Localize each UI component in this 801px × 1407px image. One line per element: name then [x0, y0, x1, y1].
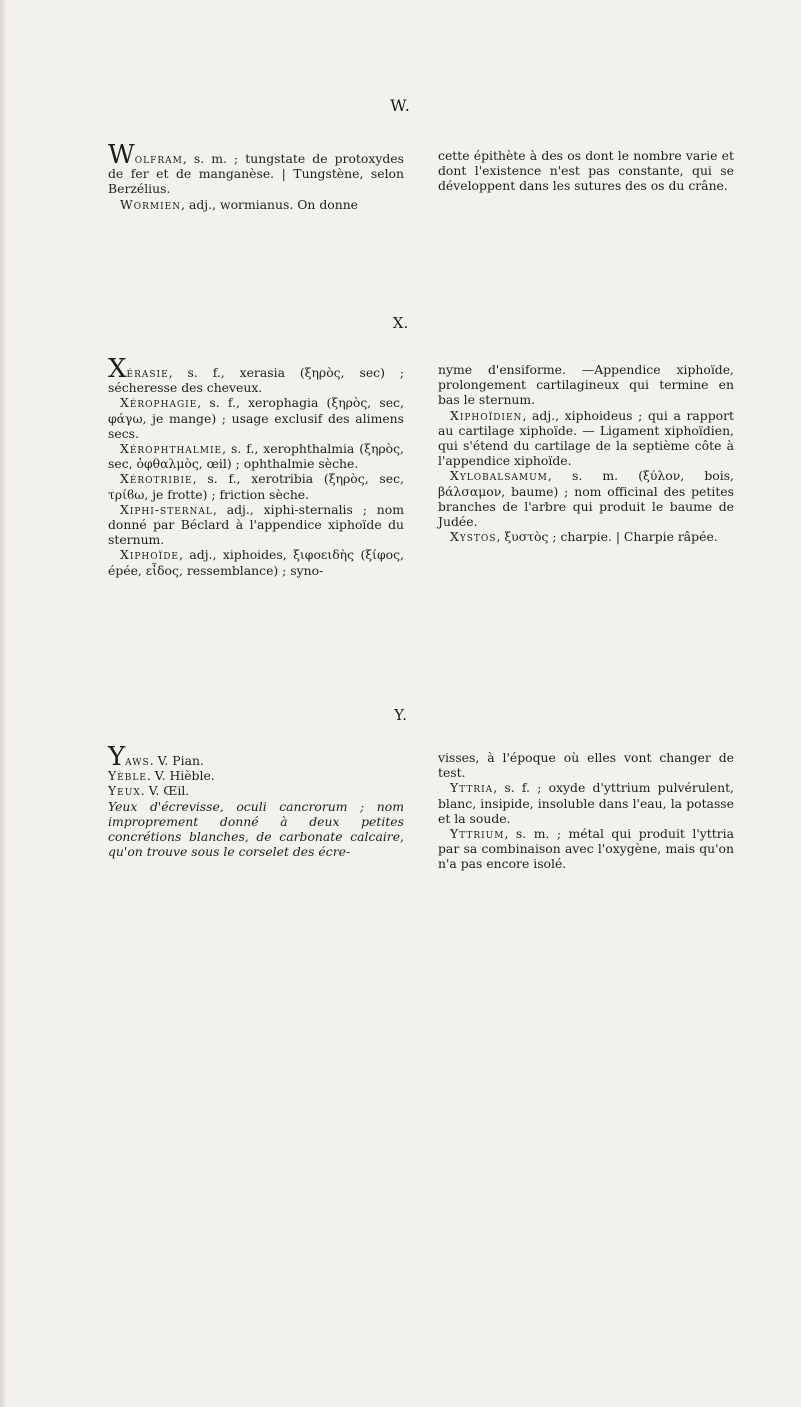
section-w — [108, 140, 734, 212]
entry-term: Yttrium — [450, 826, 505, 842]
entry-term: Xiphoïdien — [450, 407, 523, 423]
entry-text: , s. f., xerophthalmia (ξηρὸς, sec, ὀφθαλμὸς, œil) ; ophthalmie sèche. — [108, 441, 404, 472]
entry-text: , adj., xiphoides, ξιφοειδὴς (ξίφος, épée, εἶδος, ressemblance) ; syno- — [108, 547, 404, 578]
entry-text: , s. m. ; métal qui produit l'yttria par sa combinaison avec l'oxygène, mais qu'on n'a pas encore isolé. — [438, 826, 734, 872]
entry-xiphoidien — [438, 408, 734, 469]
entry-yeble — [108, 768, 404, 783]
entry-term: Xiphoïde — [120, 547, 179, 563]
entry-text: , adj., xiphi-sternalis ; nom donné par Béclard à l'appendice xiphoïde du sternum. — [108, 501, 404, 548]
entry-term: Wormien — [120, 196, 182, 212]
entry-term: Yttria — [450, 780, 494, 796]
section-w-right-column — [438, 148, 734, 212]
entry-wormien — [108, 197, 404, 212]
entry-xylobalsamum — [438, 468, 734, 529]
entry-xystos — [438, 529, 734, 544]
section-x-right-column — [438, 362, 734, 578]
drop-cap-y: Y — [108, 742, 126, 772]
entry-xerotribie — [108, 471, 404, 501]
entry-text: , s. f. ; oxyde d'yttrium pulvérulent, blanc, insipide, insoluble dans l'eau, la potasse et la soude. — [438, 780, 734, 826]
page-header-letter: W. — [390, 96, 411, 115]
section-x — [108, 354, 734, 578]
page-edge-shadow — [0, 0, 7, 1407]
entry-term: Yèble — [108, 768, 147, 784]
section-w-left-column — [108, 140, 404, 212]
entry-term: Xérophthalmie — [120, 441, 223, 457]
entry-xerasie — [108, 354, 404, 396]
entry-term: olfram — [134, 151, 183, 166]
entry-yaws — [108, 742, 404, 772]
entry-term: Yeux — [108, 783, 141, 799]
drop-cap-w: W — [108, 140, 135, 170]
entry-term: érasie — [126, 365, 169, 380]
entry-yttria — [438, 780, 734, 826]
entry-text: , ξυστὸς ; charpie. | Charpie râpée. — [496, 529, 718, 545]
entry-text: , s. f., xerasia (ξηρὸς, sec) ; sécheresse des cheveux. — [108, 365, 404, 396]
entry-text: , adj., wormianus. On donne — [181, 196, 359, 212]
entry-term: Xylobalsamum — [450, 468, 548, 484]
entry-text: , s. f., xerotribia (ξηρὸς, sec, τρίϐω, je frotte) ; friction sèche. — [108, 471, 404, 502]
entry-text: , s. m. (ξύλον, bois, βάλσαμον, baume) ; nom officinal des petites branches de l'arbre qui produit le baume de Judée. — [438, 468, 734, 530]
drop-cap-x: X — [108, 354, 127, 384]
entry-xiphoide-continued: nyme d'ensiforme. —Appendice xiphoïde, prolongement cartilagineux qui termine en bas le sternum. — [438, 362, 734, 408]
section-y — [108, 742, 734, 872]
section-y-right-column — [438, 750, 734, 872]
section-y-left-column — [108, 742, 404, 872]
entry-wolfram — [108, 140, 404, 197]
entry-term: aws — [125, 753, 150, 768]
entry-text: . V. Pian. — [149, 753, 204, 768]
section-letter-x: X. — [392, 314, 409, 332]
section-letter-y: Y. — [394, 706, 407, 724]
entry-yttrium — [438, 826, 734, 872]
entry-text: , s. f., xerophagia (ξηρὸς, sec, φάγω, je mange) ; usage exclusif des alimens secs. — [108, 395, 404, 441]
entry-yeux-ecrevisse: Yeux d'écrevisse, oculi cancrorum ; nom improprement donné à deux petites concrétions blanches, de carbonate calcaire, qu'on trouve sous le corselet des écre- — [108, 798, 404, 860]
entry-term: Xérotribie — [120, 471, 193, 487]
entry-term: Xérophagie — [120, 395, 198, 411]
entry-xerophagie — [108, 395, 404, 441]
entry-text: , adj., xiphoideus ; qui a rapport au cartilage xiphoïde. — Ligament xiphoïdien, qui s'étend du cartilage de la septième côte à l'appendice xiphoïde. — [438, 407, 734, 469]
entry-xerophthalmie — [108, 441, 404, 471]
entry-term: Xystos — [450, 529, 497, 545]
entry-text: . V. Hièble. — [146, 768, 215, 784]
entry-wormien-continued: cette épithète à des os dont le nombre varie et dont l'existence n'est pas constante, qui se développent dans les sutures des os du crâne. — [438, 148, 734, 194]
entry-xiphoide — [108, 547, 404, 577]
section-x-left-column — [108, 354, 404, 578]
entry-xiphi-sternal — [108, 502, 404, 548]
entry-yeux-ecrevisse-continued: visses, à l'époque où elles vont changer de test. — [438, 750, 734, 781]
entry-text: . V. Œil. — [140, 783, 190, 799]
entry-yeux — [108, 783, 404, 798]
entry-term: Xiphi-sternal — [120, 501, 213, 517]
entry-text: , s. m. ; tungstate de protoxydes de fer et de manganèse. | Tungstène, selon Berzélius. — [108, 151, 404, 197]
